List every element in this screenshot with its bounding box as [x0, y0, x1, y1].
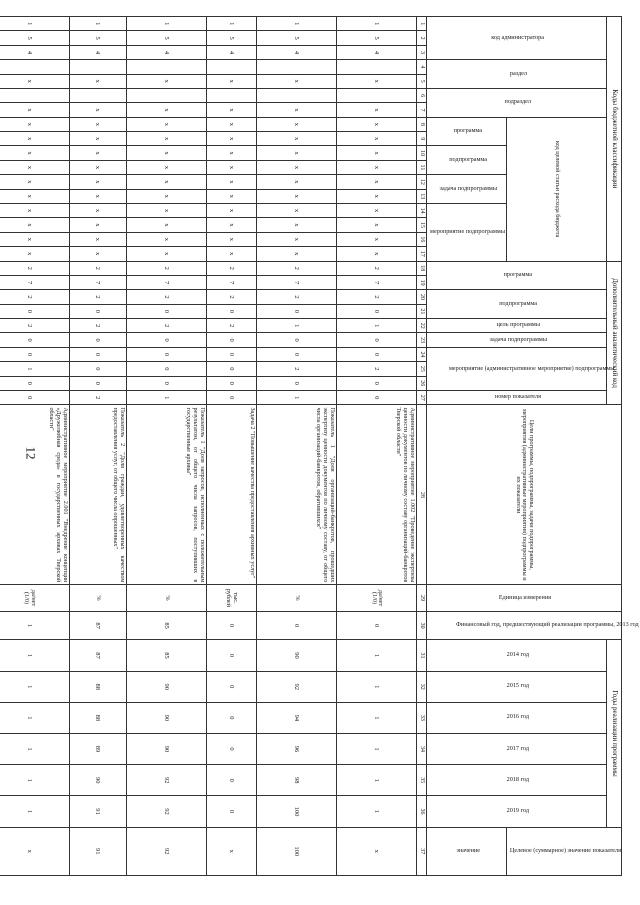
code-cell: x [206, 74, 256, 88]
base-year-cell: 0 [206, 611, 256, 640]
column-index-cell: 8 [417, 117, 427, 131]
code-cell: 0 [126, 304, 206, 318]
code-cell: x [336, 132, 416, 146]
target-value-cell: x [336, 827, 416, 875]
code-cell: 0 [70, 376, 127, 390]
task-code-header: задача подпрограммы [427, 175, 507, 204]
year-value-cell: 87 [70, 640, 127, 671]
code-cell: x [126, 203, 206, 217]
code-cell: 2 [70, 290, 127, 304]
column-index-cell: 23 [417, 333, 427, 347]
code-cell: 0 [70, 362, 127, 376]
year-value-cell: 1 [0, 733, 70, 764]
code-cell: x [126, 175, 206, 189]
table-row [256, 17, 336, 876]
code-cell: 7 [126, 275, 206, 289]
year-value-cell: 88 [70, 671, 127, 702]
code-cell: 2 [336, 290, 416, 304]
code-cell: 2 [256, 362, 336, 376]
code-cell: 5 [256, 31, 336, 45]
subsection-header: подраздел [427, 88, 607, 117]
goals-column-header: Цели программы, подпрограммы, задачи подпрограммы, мероприятия (административные мероприятия) подпрограммы и их показатели [427, 405, 622, 585]
code-cell: 4 [0, 45, 70, 59]
year-value-cell: 1 [0, 702, 70, 733]
column-index-cell: 14 [417, 203, 427, 217]
column-index-cell: 3 [417, 45, 427, 59]
column-index-cell: 11 [417, 160, 427, 174]
code-cell: 0 [336, 304, 416, 318]
goal-name-cell: Показатель 2 "Доля граждан, удовлетворенных качеством предоставления услуг, от общего числа опрошенных" [70, 405, 127, 585]
column-index-cell: 15 [417, 218, 427, 232]
code-cell: x [0, 232, 70, 246]
section-header: раздел [427, 60, 607, 89]
base-year-cell: 0 [256, 611, 336, 640]
unit-cell: % [126, 585, 206, 611]
year-2015-header: 2015 год [427, 671, 607, 702]
column-index-cell: 22 [417, 319, 427, 333]
column-index-cell: 2 [417, 31, 427, 45]
code-cell [336, 60, 416, 74]
code-cell: x [206, 160, 256, 174]
code-cell: x [0, 247, 70, 262]
page-number: 12 [23, 446, 39, 460]
dak-subprogram-header: подпрограмма [427, 290, 607, 319]
code-cell: x [256, 232, 336, 246]
column-index-cell: 33 [417, 702, 427, 733]
year-value-cell: 92 [126, 796, 206, 827]
column-index-cell: 34 [417, 733, 427, 764]
code-cell: 2 [70, 261, 127, 275]
code-cell [126, 60, 206, 74]
unit-column-header: Единица измерения [427, 585, 622, 611]
code-cell: x [126, 247, 206, 262]
year-value-cell: 1 [336, 765, 416, 796]
code-cell: x [70, 132, 127, 146]
column-index-cell: 20 [417, 290, 427, 304]
code-cell: 1 [126, 390, 206, 404]
code-cell: 2 [256, 290, 336, 304]
column-index-cell: 37 [417, 827, 427, 875]
year-2019-header: 2019 год [427, 796, 607, 827]
code-cell: x [70, 189, 127, 203]
code-cell: x [206, 175, 256, 189]
code-cell: x [206, 117, 256, 131]
code-cell: 1 [336, 319, 416, 333]
code-cell: 5 [206, 31, 256, 45]
code-cell: x [256, 132, 336, 146]
code-cell: 7 [336, 275, 416, 289]
year-value-cell: 91 [70, 796, 127, 827]
code-cell: 2 [0, 290, 70, 304]
dak-program-goal-header: цель программы [427, 319, 607, 333]
code-cell: 0 [70, 304, 127, 318]
code-cell: x [126, 232, 206, 246]
code-cell: x [70, 117, 127, 131]
code-cell: x [206, 232, 256, 246]
subprogram-code-header: подпрограмма [427, 146, 507, 175]
column-index-cell: 27 [417, 390, 427, 404]
year-value-cell: 100 [256, 796, 336, 827]
code-cell: 2 [126, 261, 206, 275]
code-cell: 0 [256, 347, 336, 361]
code-cell: x [206, 103, 256, 117]
code-cell: x [0, 117, 70, 131]
target-value-cell: x [0, 827, 70, 875]
year-value-cell: 90 [126, 671, 206, 702]
year-2014-header: 2014 год [427, 640, 607, 671]
code-cell: 7 [206, 275, 256, 289]
year-value-cell: 96 [256, 733, 336, 764]
code-cell: x [70, 160, 127, 174]
code-cell: 2 [336, 362, 416, 376]
code-cell: x [126, 146, 206, 160]
year-value-cell: 85 [126, 640, 206, 671]
dak-indicator-header: номер показателя [427, 390, 607, 404]
unit-cell: тыс. рублей [206, 585, 256, 611]
table-row [206, 17, 256, 876]
code-cell: x [206, 218, 256, 232]
code-cell: 0 [206, 347, 256, 361]
code-cell: 0 [206, 362, 256, 376]
code-cell: 2 [0, 261, 70, 275]
code-cell: x [126, 103, 206, 117]
column-index-cell: 4 [417, 60, 427, 74]
code-cell: x [256, 203, 336, 217]
code-cell: 4 [336, 45, 416, 59]
code-cell: 0 [206, 390, 256, 404]
code-cell: 4 [126, 45, 206, 59]
code-cell [206, 88, 256, 102]
base-year-cell: 87 [70, 611, 127, 640]
column-index-cell: 24 [417, 347, 427, 361]
code-cell [70, 88, 127, 102]
code-cell [126, 88, 206, 102]
code-cell: 1 [0, 17, 70, 31]
code-cell [0, 88, 70, 102]
code-cell: 1 [256, 17, 336, 31]
base-year-cell: 85 [126, 611, 206, 640]
column-index-cell: 10 [417, 146, 427, 160]
code-cell: x [256, 160, 336, 174]
year-value-cell: 0 [206, 640, 256, 671]
code-cell: x [0, 74, 70, 88]
code-cell: 0 [336, 390, 416, 404]
code-cell: x [336, 146, 416, 160]
code-cell: 7 [70, 275, 127, 289]
rotated-document-page [17, 16, 640, 876]
column-index-cell: 9 [417, 132, 427, 146]
code-cell: 2 [126, 290, 206, 304]
code-cell: 1 [256, 319, 336, 333]
code-cell: 5 [0, 31, 70, 45]
code-cell: x [336, 160, 416, 174]
code-cell: 0 [70, 347, 127, 361]
code-cell: x [126, 74, 206, 88]
code-cell: 4 [256, 45, 336, 59]
goal-name-cell: Показатель 1 "Доля организаций-банкротов, прошедших экспертизу ценности документов по личному составу, от общего числа организаций-банкротов, обратившихся" [256, 405, 336, 585]
year-2017-header: 2017 год [427, 733, 607, 764]
column-index-cell: 28 [417, 405, 427, 585]
year-value-cell: 1 [336, 640, 416, 671]
code-cell [256, 60, 336, 74]
code-cell: 0 [0, 333, 70, 347]
base-year-cell: 0 [336, 611, 416, 640]
column-index-cell: 19 [417, 275, 427, 289]
dak-program-header: программа [427, 261, 607, 290]
code-cell: x [126, 218, 206, 232]
year-value-cell: 90 [126, 702, 206, 733]
target-value-cell: 92 [126, 827, 206, 875]
code-cell: x [336, 175, 416, 189]
code-cell: x [256, 74, 336, 88]
code-cell: x [336, 247, 416, 262]
code-cell: x [70, 175, 127, 189]
code-cell: x [0, 132, 70, 146]
code-cell: 7 [256, 275, 336, 289]
code-cell: 0 [256, 376, 336, 390]
code-cell: 7 [0, 275, 70, 289]
column-index-cell: 16 [417, 232, 427, 246]
table-row [0, 17, 70, 876]
year-value-cell: 1 [0, 765, 70, 796]
column-index-cell: 36 [417, 796, 427, 827]
target-value-cell: 100 [256, 827, 336, 875]
code-cell: 4 [206, 45, 256, 59]
code-cell: x [256, 189, 336, 203]
column-index-cell: 29 [417, 585, 427, 611]
code-cell: x [336, 232, 416, 246]
code-cell: 2 [256, 261, 336, 275]
column-index-cell: 5 [417, 74, 427, 88]
code-cell: x [256, 218, 336, 232]
table-row [336, 17, 416, 876]
year-value-cell: 1 [336, 671, 416, 702]
unit-cell: да/нет (1/0) [336, 585, 416, 611]
year-value-cell: 1 [0, 796, 70, 827]
code-cell: x [206, 189, 256, 203]
code-cell: x [336, 117, 416, 131]
code-cell: 0 [0, 347, 70, 361]
unit-cell: да/нет (1/0) [0, 585, 70, 611]
column-index-cell: 7 [417, 103, 427, 117]
action-code-header: мероприятие подпрограммы [427, 203, 507, 261]
code-cell: 0 [336, 376, 416, 390]
year-value-cell: 89 [70, 733, 127, 764]
year-value-cell: 92 [256, 671, 336, 702]
budget-classification-header: Коды бюджетной классификации [607, 17, 622, 262]
target-value-header: значение [427, 827, 507, 875]
code-cell: x [70, 74, 127, 88]
code-cell [0, 60, 70, 74]
code-cell: x [70, 218, 127, 232]
unit-cell: % [256, 585, 336, 611]
code-cell: x [206, 146, 256, 160]
code-cell: x [70, 232, 127, 246]
code-cell: x [336, 218, 416, 232]
code-cell: x [126, 160, 206, 174]
year-value-cell: 0 [206, 765, 256, 796]
target-group-header: Целевое (суммарное) значение показателя [507, 827, 622, 875]
code-cell: x [256, 247, 336, 262]
goal-name-cell: Задача 2 "Повышение качества предоставления архивных услуг" [206, 405, 256, 585]
dak-action-header: мероприятие (административное мероприятие) подпрограммы [427, 347, 607, 390]
code-cell: 0 [126, 362, 206, 376]
code-cell: x [126, 189, 206, 203]
column-index-row [417, 17, 427, 876]
column-index-cell: 25 [417, 362, 427, 376]
code-cell: 0 [0, 390, 70, 404]
dak-subprogram-task-header: задача подпрограммы [427, 333, 607, 347]
code-cell: 0 [126, 347, 206, 361]
code-cell: 5 [126, 31, 206, 45]
code-cell: 0 [256, 304, 336, 318]
admin-code-header: код администратора [427, 17, 607, 60]
code-cell: x [0, 203, 70, 217]
column-index-cell: 18 [417, 261, 427, 275]
goal-name-cell: Показатель 1 "Доля запросов, исполненных с положительным результатом, от общего числа запросов, поступивших в государственные архивы" [126, 405, 206, 585]
additional-code-header: Дополнительный аналитический код [607, 261, 622, 405]
column-index-cell: 17 [417, 247, 427, 262]
year-value-cell: 1 [0, 640, 70, 671]
code-cell: 1 [206, 17, 256, 31]
column-index-cell: 26 [417, 376, 427, 390]
year-value-cell: 98 [256, 765, 336, 796]
unit-cell: % [70, 585, 127, 611]
year-value-cell: 90 [70, 765, 127, 796]
code-cell: 4 [70, 45, 127, 59]
column-index-cell: 32 [417, 671, 427, 702]
code-cell: x [336, 203, 416, 217]
year-value-cell: 90 [126, 733, 206, 764]
table-row [126, 17, 206, 876]
code-cell [70, 60, 127, 74]
code-cell: x [256, 146, 336, 160]
code-cell: 0 [70, 333, 127, 347]
code-cell: x [336, 74, 416, 88]
target-value-cell: x [206, 827, 256, 875]
column-index-cell: 1 [417, 17, 427, 31]
code-cell: 0 [206, 376, 256, 390]
year-value-cell: 1 [336, 702, 416, 733]
year-value-cell: 0 [206, 733, 256, 764]
code-cell: 0 [336, 347, 416, 361]
code-cell: 2 [0, 319, 70, 333]
year-value-cell: 92 [126, 765, 206, 796]
code-cell: 0 [336, 333, 416, 347]
base-year-cell: 1 [0, 611, 70, 640]
code-cell: 0 [206, 304, 256, 318]
code-cell: 1 [70, 17, 127, 31]
code-cell: 2 [70, 390, 127, 404]
column-index-cell: 35 [417, 765, 427, 796]
year-value-cell: 0 [206, 671, 256, 702]
code-cell: 0 [0, 304, 70, 318]
code-cell: 2 [70, 319, 127, 333]
code-cell: x [126, 132, 206, 146]
code-cell: 2 [206, 261, 256, 275]
year-value-cell: 0 [206, 796, 256, 827]
years-group-header: Годы реализации программы [607, 640, 622, 827]
column-index-cell: 12 [417, 175, 427, 189]
program-code-header: программа [427, 117, 507, 146]
code-cell: x [336, 103, 416, 117]
code-cell: 1 [336, 17, 416, 31]
code-cell: x [336, 189, 416, 203]
code-cell [256, 88, 336, 102]
code-cell: x [0, 175, 70, 189]
code-cell: x [256, 103, 336, 117]
code-cell: 1 [126, 17, 206, 31]
code-cell: x [0, 189, 70, 203]
year-value-cell: 0 [206, 702, 256, 733]
year-value-cell: 1 [336, 796, 416, 827]
column-index-cell: 6 [417, 88, 427, 102]
code-cell: x [206, 247, 256, 262]
code-cell: 2 [126, 319, 206, 333]
code-cell: 5 [336, 31, 416, 45]
column-index-cell: 13 [417, 189, 427, 203]
code-cell [206, 60, 256, 74]
code-cell [336, 88, 416, 102]
code-cell: x [126, 117, 206, 131]
year-value-cell: 1 [0, 671, 70, 702]
target-value-cell: 91 [70, 827, 127, 875]
code-cell: x [0, 103, 70, 117]
code-cell: x [70, 247, 127, 262]
code-cell: x [0, 160, 70, 174]
code-cell: 0 [256, 333, 336, 347]
code-cell: 5 [70, 31, 127, 45]
year-value-cell: 90 [256, 640, 336, 671]
code-cell: 0 [126, 333, 206, 347]
code-cell: 2 [206, 290, 256, 304]
goal-name-cell: Административное мероприятие 2.001 "Внедрение концепции «Дружелюбная среда» в государственных архивах Тверской области" [0, 405, 70, 585]
code-cell: 1 [256, 390, 336, 404]
code-cell: x [70, 146, 127, 160]
column-index-cell: 31 [417, 640, 427, 671]
year-value-cell: 94 [256, 702, 336, 733]
code-cell: x [70, 103, 127, 117]
code-cell: x [256, 175, 336, 189]
code-cell: 0 [0, 376, 70, 390]
table-row [70, 17, 127, 876]
code-cell: x [256, 117, 336, 131]
year-value-cell: 88 [70, 702, 127, 733]
code-cell: 1 [0, 362, 70, 376]
code-cell: x [0, 218, 70, 232]
year-2016-header: 2016 год [427, 702, 607, 733]
code-cell: 2 [336, 261, 416, 275]
code-cell: x [70, 203, 127, 217]
code-cell: x [0, 146, 70, 160]
code-cell: x [206, 203, 256, 217]
base-year-column-header: Финансовый год, предшествующий реализации программы, 2013 год [427, 611, 622, 640]
code-cell: x [206, 132, 256, 146]
year-value-cell: 1 [336, 733, 416, 764]
code-cell: 0 [126, 376, 206, 390]
year-2018-header: 2018 год [427, 765, 607, 796]
target-item-header: код целевой статьи расхода бюджета [507, 117, 607, 261]
code-cell: 0 [206, 333, 256, 347]
program-indicators-table [0, 16, 640, 876]
goal-name-cell: Административное мероприятие 1.002 "Проведение экспертизы ценности документов по личному составу организаций-банкротов Тверской области" [336, 405, 416, 585]
code-cell: 2 [206, 319, 256, 333]
column-index-cell: 21 [417, 304, 427, 318]
column-index-cell: 30 [417, 611, 427, 640]
